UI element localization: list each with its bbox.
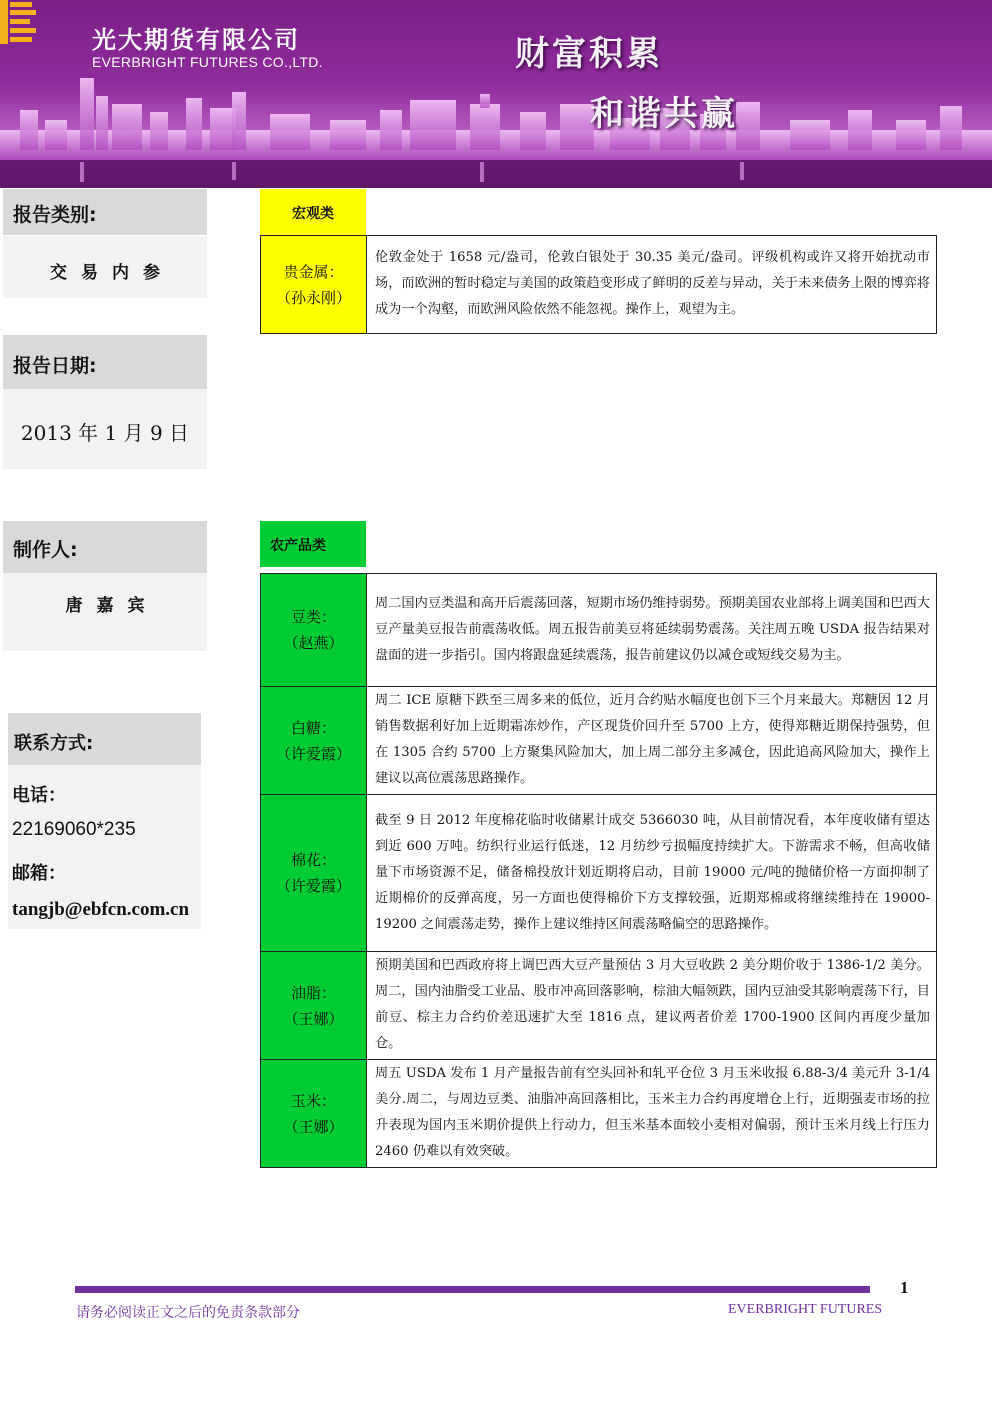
report-category-label: 报告类别: (3, 189, 207, 235)
email-label: 邮箱： (12, 863, 66, 884)
analyst-name: （王娜） (283, 1009, 344, 1028)
commodity-commentary: 周五 USDA 发布 1 月产量报告前有空头回补和轧平仓位 3 月玉米收报 6.88-3/4 美元升 3-1/4 美分.周二，与周边豆类、油脂冲高回落相比，玉米主力合约再度增仓上行，近期强麦市场的拉升表现为国内玉米期价提供上行动力，但玉米基本面较小麦相对偏弱，预计玉米月线上行压力 2460 仍难以有效突破。 (367, 1060, 937, 1168)
analyst-name: （许爱霞） (275, 744, 351, 763)
commodity-commentary: 截至 9 日 2012 年度棉花临时收储累计成交 5366030 吨，从目前情况看，本年度收储有望达到近 600 万吨。纺织行业运行低迷，12 月纺纱亏损幅度持续扩大。下游需求不畅，但高收储量下市场资源不足，储备棉投放计划近期将启动，目前 19000 元/吨的抛储价格一方面抑制了近期棉价的反弹高度，另一方面也使得棉价下方支撑较强，近期郑棉或将继续维持在 19000-19200 之间震荡走势，操作上建议维持区间震荡略偏空的思路操作。 (367, 795, 937, 952)
macro-section-header: 宏观类 (260, 189, 366, 235)
analyst-name: （许爱霞） (275, 877, 351, 895)
phone-label: 电话： (12, 785, 66, 806)
analyst-name: （孙永刚） (275, 288, 351, 307)
table-row (261, 952, 937, 1060)
row-label-cell (261, 795, 367, 952)
row-label-cell (261, 687, 367, 795)
report-maker-box (3, 573, 207, 651)
agri-table (260, 573, 937, 1168)
phone-value: 22169060*235 (12, 819, 136, 840)
table-row (261, 795, 937, 952)
report-date-label: 报告日期: (3, 335, 207, 389)
report-maker-value: 唐嘉宾 (65, 596, 159, 616)
row-label-cell (261, 1060, 367, 1168)
row-label-cell (261, 574, 367, 687)
commodity-name: 贵金属： (283, 262, 344, 281)
email-value[interactable]: tangjb@ebfcn.com.cn (12, 899, 190, 920)
footer-divider (75, 1286, 870, 1293)
slogan-line-2: 和谐共赢 (590, 94, 738, 134)
report-date-value: 2013 年 1 月 9 日 (20, 421, 190, 445)
row-label-cell (261, 236, 367, 334)
contact-box (8, 765, 201, 929)
table-row (261, 574, 937, 687)
commodity-commentary: 周二 ICE 原糖下跌至三周多来的低位，近月合约贴水幅度也创下三个月来最大。郑糖因 12 月销售数据利好加上近期霜冻炒作，产区现货价回升至 5700 上方，使得郑糖近期保持强势，但在 1305 合约 5700 上方聚集风险加大，加上周二部分主多减仓，因此追高风险加大，操作上建议以高位震荡思路操作。 (367, 687, 937, 795)
row-label-cell (261, 952, 367, 1060)
report-maker-label: 制作人: (3, 521, 207, 573)
company-name-cn: 光大期货有限公司 (92, 25, 300, 54)
footer-disclaimer: 请务必阅读正文之后的免责条款部分 (76, 1305, 300, 1321)
commodity-name: 棉花： (290, 851, 336, 869)
footer-brand: EVERBRIGHT FUTURES (728, 1302, 883, 1317)
table-row (261, 1060, 937, 1168)
commodity-commentary: 预期美国和巴西政府将上调巴西大豆产量预估 3 月大豆收跌 2 美分期价收于 1386-1/2 美分。周二，国内油脂受工业品、股市冲高回落影响，棕油大幅领跌，国内豆油受其影响震荡下行，目前豆、棕主力合约价差迅速扩大至 1816 点，建议两者价差 1700-1900 区间内再度少量加仓。 (367, 952, 937, 1060)
page-number: 1 (900, 1278, 909, 1297)
slogan-line-1: 财富积累 (515, 34, 663, 74)
commodity-commentary: 周二国内豆类温和高开后震荡回落，短期市场仍维持弱势。预期美国农业部将上调美国和巴西大豆产量美豆报告前震荡收低。周五报告前美豆将延续弱势震荡。关注周五晚 USDA 报告结果对盘面的进一步指引。国内将跟盘延续震荡，报告前建议仍以减仓或短线交易为主。 (367, 574, 937, 687)
agri-section-header: 农产品类 (260, 521, 366, 567)
commodity-commentary: 伦敦金处于 1658 元/盎司，伦敦白银处于 30.35 美元/盎司。评级机构或许又将开始扰动市场，而欧洲的暂时稳定与美国的政策趋变形成了鲜明的反差与异动，关于未来债务上限的博弈将成为一个沟壑，而欧洲风险依然不能忽视。操作上，观望为主。 (367, 236, 937, 334)
commodity-name: 豆类： (290, 608, 336, 626)
company-name-en: EVERBRIGHT FUTURES CO.,LTD. (92, 54, 323, 70)
header-banner (0, 0, 992, 188)
commodity-name: 油脂： (290, 983, 336, 1002)
report-category-value: 交易内参 (50, 263, 174, 283)
table-row (261, 687, 937, 795)
report-date-box (3, 389, 207, 469)
analyst-name: （赵燕） (283, 634, 344, 652)
commodity-name: 玉米： (290, 1091, 336, 1110)
report-category-box (3, 236, 207, 298)
table-row (261, 236, 937, 334)
macro-table (260, 235, 937, 334)
analyst-name: （王娜） (283, 1117, 344, 1136)
commodity-name: 白糖： (290, 718, 336, 737)
contact-label: 联系方式: (8, 713, 201, 765)
everbright-logo-icon (0, 0, 38, 44)
